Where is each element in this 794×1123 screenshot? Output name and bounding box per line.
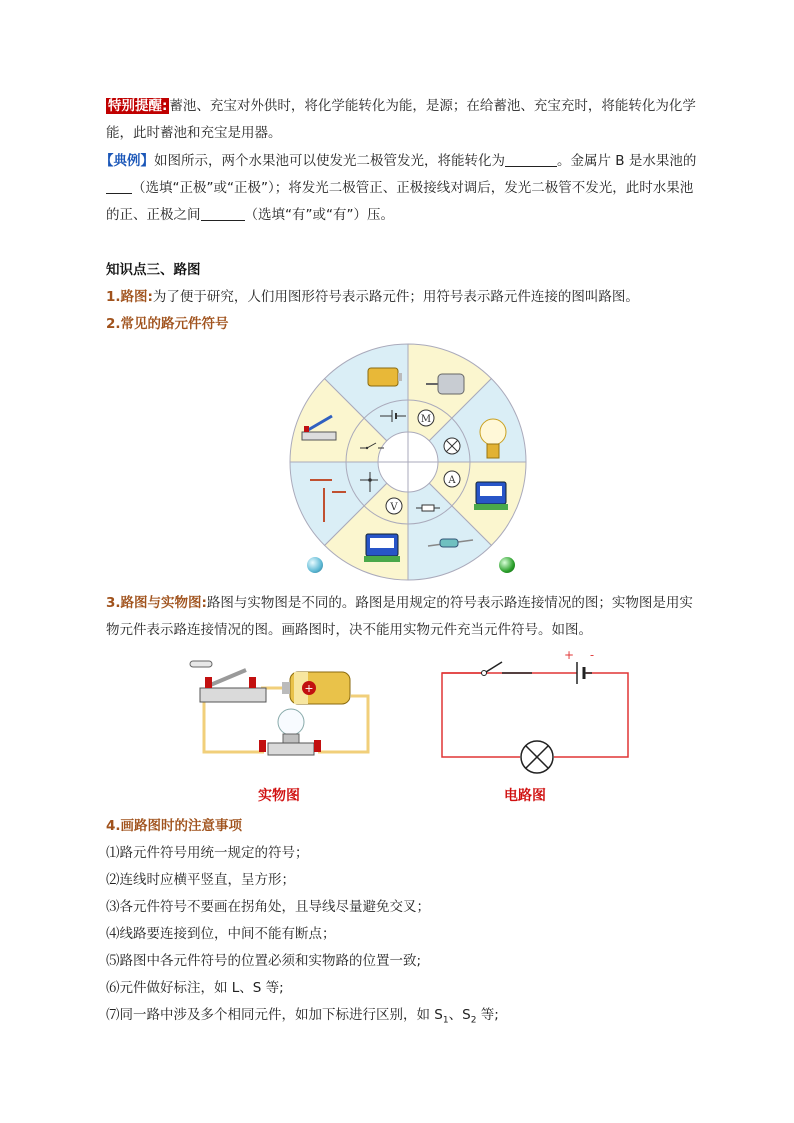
voltmeter-symbol-label: V — [390, 502, 398, 513]
physical-circuit-figure — [186, 652, 376, 777]
symbol-wheel — [288, 342, 528, 582]
note-item-1: ⑴路元件符号用统一规定的符号； — [106, 845, 309, 861]
motor-symbol-label: M — [420, 414, 432, 425]
example-text-3b: （选填“有”或“有”）压。 — [244, 207, 394, 223]
note7-sub-1: 1 — [442, 1015, 449, 1026]
tip-text-1: 蓄池、充宝对外供时，将化学能转化为能，是源；在给蓄池、充宝充时，将能转化为化学 — [169, 98, 696, 114]
ammeter-picture-icon — [474, 482, 508, 510]
item3-line-2 — [106, 620, 706, 640]
battery-plus-label: + — [304, 682, 314, 695]
ammeter-symbol — [444, 471, 460, 487]
example-text-2: （选填“正极”或“正极”）；将发光二极管正、正极接线对调后，发光二极管不发光，此时水果池 — [132, 180, 694, 196]
battery-plus-sign: + — [564, 648, 575, 662]
item3-text-1: 路图与实物图是不同的。路图是用规定的符号表示路连接情况的图；实物图是用实 — [206, 595, 693, 611]
item1-line — [106, 287, 706, 307]
physical-figure-caption: 实物图 — [258, 788, 300, 804]
circuit-figure-caption: 电路图 — [504, 788, 546, 804]
item3-label: 3.路图与实物图: — [106, 595, 207, 611]
item3-line-1 — [106, 593, 706, 613]
battery-picture-icon — [368, 368, 402, 386]
answer-blank-1[interactable] — [505, 152, 557, 167]
note7-text-c: 等; — [476, 1007, 499, 1023]
note-item-4: ⑷线路要连接到位，中间不能有断点； — [106, 926, 336, 942]
tip-label: 特别提醒: — [108, 98, 168, 114]
voltmeter-picture-icon — [364, 534, 400, 562]
example-line-3 — [106, 205, 706, 225]
note7-sub-2: 2 — [470, 1015, 477, 1026]
tip-paragraph-line-1 — [106, 96, 706, 116]
note7-text-a: ⑺同一路中涉及多个相同元件，如加下标进行区别，如 S — [106, 1007, 443, 1023]
lamp-symbol — [444, 438, 460, 454]
knife-switch-picture-icon — [190, 661, 266, 702]
motor-symbol — [418, 410, 434, 426]
battery-symbol — [532, 648, 594, 684]
note-item-7 — [106, 1005, 499, 1031]
note-item-2: ⑵连线时应横平竖直，呈方形； — [106, 872, 295, 888]
ammeter-symbol-label: A — [448, 475, 456, 486]
circuit-diagram-figure — [432, 645, 637, 780]
item4-label: 4.画路图时的注意事项 — [106, 818, 243, 834]
bulb-picture-icon — [259, 709, 321, 755]
item3-text-2: 物元件表示路连接情况的图。画路图时，决不能用实物元件充当元件符号。如图。 — [106, 622, 592, 638]
answer-blank-2[interactable] — [106, 179, 132, 194]
example-label: 【典例】 — [100, 153, 154, 169]
battery-minus-sign: - — [590, 648, 595, 662]
note-item-5: ⑸路图中各元件符号的位置必须和实物路的位置一致; — [106, 953, 422, 969]
tip-text-2: 能，此时蓄池和充宝是用器。 — [106, 125, 282, 141]
item1-label: 1.路图: — [106, 289, 153, 305]
voltmeter-symbol — [386, 498, 402, 514]
item2-label: 2.常见的路元件符号 — [106, 316, 229, 332]
example-text-1a: 如图所示，两个水果池可以使发光二极管发光，将能转化为 — [154, 153, 505, 169]
answer-blank-3[interactable] — [201, 206, 245, 221]
item1-text: 为了便于研究，人们用图形符号表示路元件；用符号表示路元件连接的图叫路图。 — [152, 289, 639, 305]
tip-paragraph-line-2 — [106, 123, 706, 143]
example-line-1 — [100, 151, 700, 171]
section-title: 知识点三、路图 — [106, 262, 201, 278]
note-item-3: ⑶各元件符号不要画在拐角处，且导线尽量避免交叉； — [106, 899, 430, 915]
lamp-symbol — [521, 741, 553, 773]
note-item-6: ⑹元件做好标注，如 L、S 等; — [106, 980, 284, 996]
battery-picture-icon — [282, 672, 350, 704]
example-line-2 — [106, 178, 706, 198]
note7-text-b: 、S — [448, 1007, 471, 1023]
decorative-green-dot-icon — [499, 557, 515, 573]
decorative-blue-dot-icon — [307, 557, 323, 573]
example-text-3a: 的正、正极之间 — [106, 207, 201, 223]
example-text-1b: 。金属片 B 是水果池的 — [557, 153, 697, 169]
